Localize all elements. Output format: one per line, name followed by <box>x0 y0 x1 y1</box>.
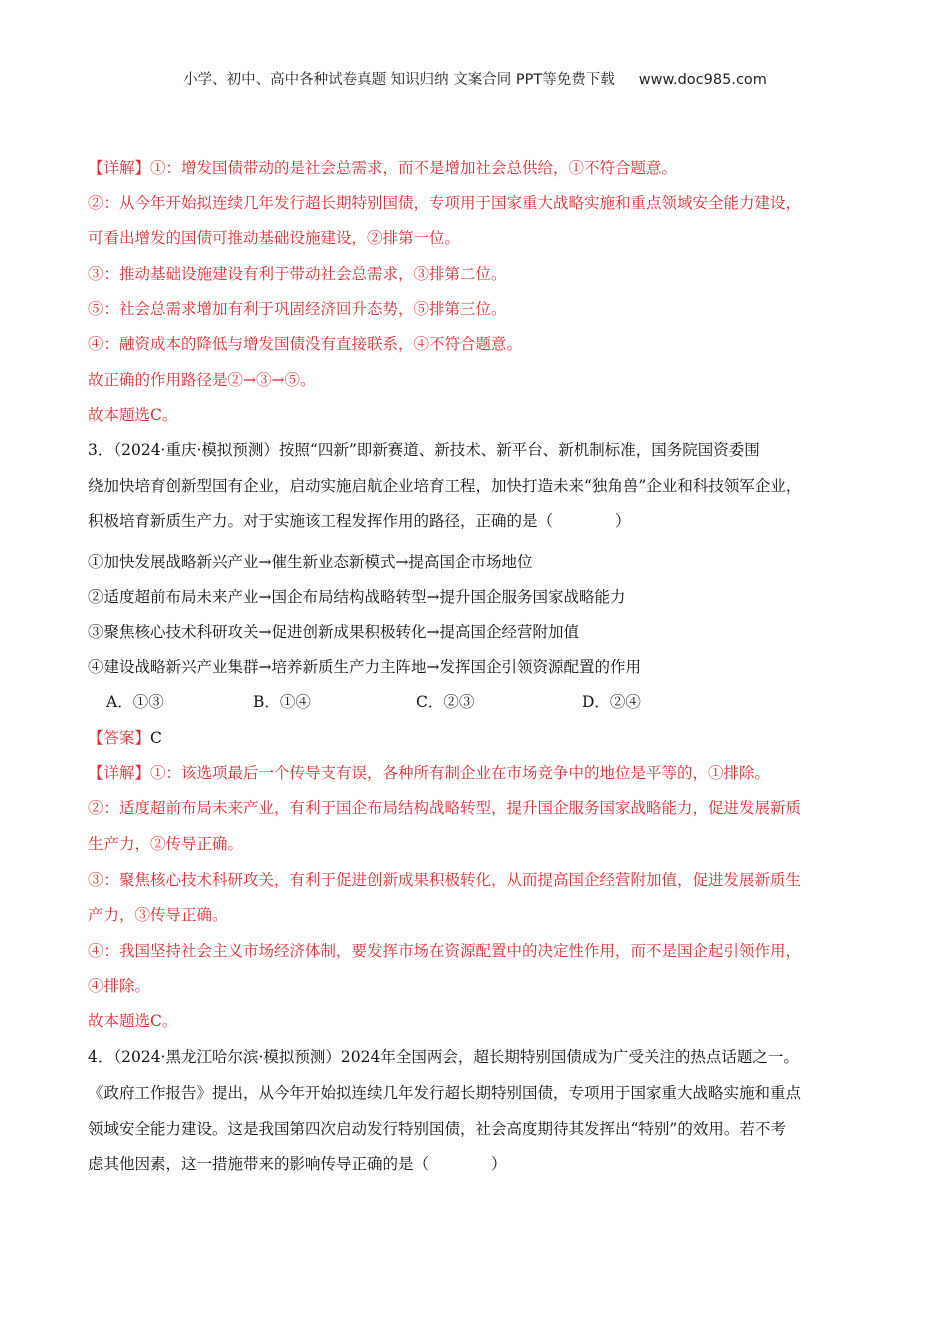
answer-line <box>88 728 868 748</box>
detail-line: ②：从今年开始拟连续几年发行超长期特别国债，专项用于国家重大战略实施和重点领域安全能力建设， <box>88 194 802 212</box>
header-text: 小学、初中、高中各种试卷真题 知识归纳 文案合同 PPT等免费下载 <box>183 72 615 88</box>
detail-line: ④：我国坚持社会主义市场经济体制，要发挥市场在资源配置中的决定性作用，而不是国企起引领作用， <box>88 942 802 960</box>
detail-line: ④排除。 <box>88 977 151 995</box>
conclusion: 故本题选C。 <box>88 1012 178 1030</box>
header-url[interactable]: www.doc985.com <box>638 72 767 88</box>
question-3-line: 3．（2024·重庆·模拟预测）按照“四新”即新赛道、新技术、新平台、新机制标准，国务院国资委围 <box>88 441 760 459</box>
detail-tag: 【详解】 <box>88 764 151 782</box>
detail-line: ②：适度超前布局未来产业，有利于国企布局结构战略转型，提升国企服务国家战略能力，促进发展新质 <box>88 799 802 817</box>
page-header <box>0 68 950 89</box>
question-4-line: 《政府工作报告》提出，从今年开始拟连续几年发行超长期特别国债，专项用于国家重大战略实施和重点 <box>88 1084 802 1102</box>
question-3-item: ①加快发展战略新兴产业→催生新业态新模式→提高国企市场地位 <box>88 553 533 571</box>
detail-line: ⑤：社会总需求增加有利于巩固经济回升态势，⑤排第三位。 <box>88 300 507 318</box>
question-3-item: ④建设战略新兴产业集群→培养新质生产力主阵地→发挥国企引领资源配置的作用 <box>88 658 641 676</box>
answer-tag: 【答案】 <box>88 729 151 747</box>
option-b: B．①④ <box>253 693 311 711</box>
detail-line: 产力，③传导正确。 <box>88 906 228 924</box>
question-4-line: 领域安全能力建设。这是我国第四次启动发行特别国债，社会高度期待其发挥出“特别”的效用。若不考 <box>88 1120 786 1138</box>
detail-line: 故正确的作用路径是②→③→⑤。 <box>88 371 316 389</box>
question-4-line: 虑其他因素，这一措施带来的影响传导正确的是（ ） <box>88 1155 507 1173</box>
option-c: C．②③ <box>416 693 475 711</box>
conclusion: 故本题选C。 <box>88 406 178 424</box>
question-3-line: 绕加快培育创新型国有企业，启动实施启航企业培育工程，加快打造未来“独角兽”企业和科技领军企业， <box>88 477 802 495</box>
detail-line: ③：聚焦核心技术科研攻关，有利于促进创新成果积极转化，从而提高国企经营附加值，促进发展新质生 <box>88 871 802 889</box>
detail-line: ③：推动基础设施建设有利于带动社会总需求，③排第二位。 <box>88 265 507 283</box>
question-3-item: ③聚焦核心技术科研攻关→促进创新成果积极转化→提高国企经营附加值 <box>88 623 579 641</box>
question-3-item: ②适度超前布局未来产业→国企布局结构战略转型→提升国企服务国家战略能力 <box>88 588 626 606</box>
detail-line: 【详解】①：该选项最后一个传导支有误，各种所有制企业在市场竞争中的地位是平等的，①排除。 <box>88 764 771 782</box>
detail-line: 【详解】①：增发国债带动的是社会总需求，而不是增加社会总供给，①不符合题意。 <box>88 159 678 177</box>
question-4-line: 4．（2024·黑龙江哈尔滨·模拟预测）2024年全国两会，超长期特别国债成为广受关注的热点话题之一。 <box>88 1048 799 1066</box>
option-a: A．①③ <box>106 693 164 711</box>
detail-line: ④：融资成本的降低与增发国债没有直接联系，④不符合题意。 <box>88 335 523 353</box>
question-3-line: 积极培育新质生产力。对于实施该工程发挥作用的路径，正确的是（ ） <box>88 512 631 530</box>
answer-value: C <box>150 729 162 747</box>
detail-tag: 【详解】 <box>88 159 151 177</box>
option-d: D．②④ <box>582 693 641 711</box>
detail-line: 生产力，②传导正确。 <box>88 835 244 853</box>
detail-line: 可看出增发的国债可推动基础设施建设，②排第一位。 <box>88 229 461 247</box>
